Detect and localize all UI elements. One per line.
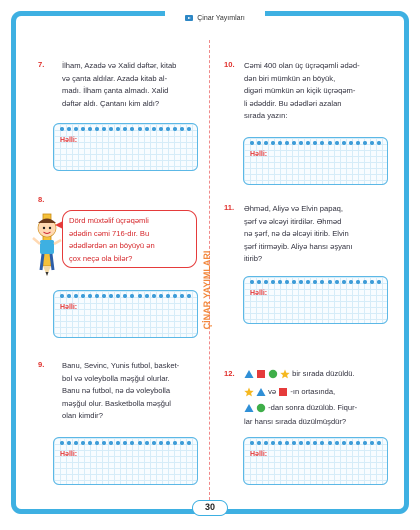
triangle-icon [244,403,254,413]
q11-number: 11. [224,203,235,212]
square-icon [278,387,288,397]
triangle-icon [256,387,266,397]
q9-answer-box[interactable] [53,437,198,485]
q10-answer-box[interactable] [243,137,388,185]
q9-text: Banu, Sevinc, Yunis futbol, basket- bol və voleybolla məşğul olurlar. Banu nə futbol, nə də voleybolla məşğul olur. Basketbolla məşğul olan kimdir? [62,361,180,420]
answer-label: Həlli: [60,451,78,458]
q10-number: 10. [224,60,235,69]
q12-shape-row [244,369,290,379]
publisher-name: Çinar Yayımları [197,14,245,22]
answer-label: Həlli: [250,451,268,458]
triangle-icon [244,369,254,379]
publisher-logo-icon [185,15,193,21]
q12-answer-box[interactable] [243,437,388,485]
q7-text: İlham, Azadə və Xalid dəftər, kitab və çanta aldılar. Azadə kitab al- madı. İlham çanta almadı. Xalid dəftər aldı. Çantanı kim aldı? [62,61,177,108]
star-icon [244,387,254,397]
q8-answer-box[interactable] [53,290,198,338]
circle-icon [268,369,278,379]
q10-text: Cəmi 400 olan üç üçrəqəmli ədəd- dən biri mümkün ən böyük, digəri mümkün ən kiçik üçrəqəm- li ədəddir. Bu ədədləri azalan sırada yazın: [244,61,360,120]
publisher-badge [165,10,265,26]
answer-label: Həlli: [250,290,268,297]
q11-text: Əhməd, Aliyə və Elvin papaq, şərf və əlcəyi itirdilər. Əhməd nə şərf, nə də əlcəyi itirib. Elvin şərf itirməyib. Aliyə hansı əşyanı itirib? [244,204,353,263]
q7-number: 7. [38,60,45,69]
square-icon [256,369,266,379]
answer-label: Həlli: [60,137,78,144]
q8-speech-bubble: Dörd müxtəlif üçrəqəmli ədədin cəmi 716-dır. Bu ədədlərdən ən böyüyü ən çox neçə ola bilər? [62,210,197,268]
q7-answer-box[interactable] [53,123,198,171]
q12-number: 12. [224,369,235,378]
q11-answer-box[interactable] [243,276,388,324]
page-number: 30 [192,500,228,516]
side-publisher-mark [197,240,223,340]
q8-number: 8. [38,195,45,204]
answer-label: Həlli: [250,151,268,158]
answer-label: Həlli: [60,304,78,311]
q9-number: 9. [38,360,45,369]
circle-icon [256,403,266,413]
side-mark-text: ÇİNAR YAYIMLARI [202,250,212,330]
q12-text: bir sırada düzüldü. və -ın ortasında, -dan sonra düzülüb. Fiqur- lar hansı sırada düzülmüşdür? [244,369,358,426]
star-icon [280,369,290,379]
